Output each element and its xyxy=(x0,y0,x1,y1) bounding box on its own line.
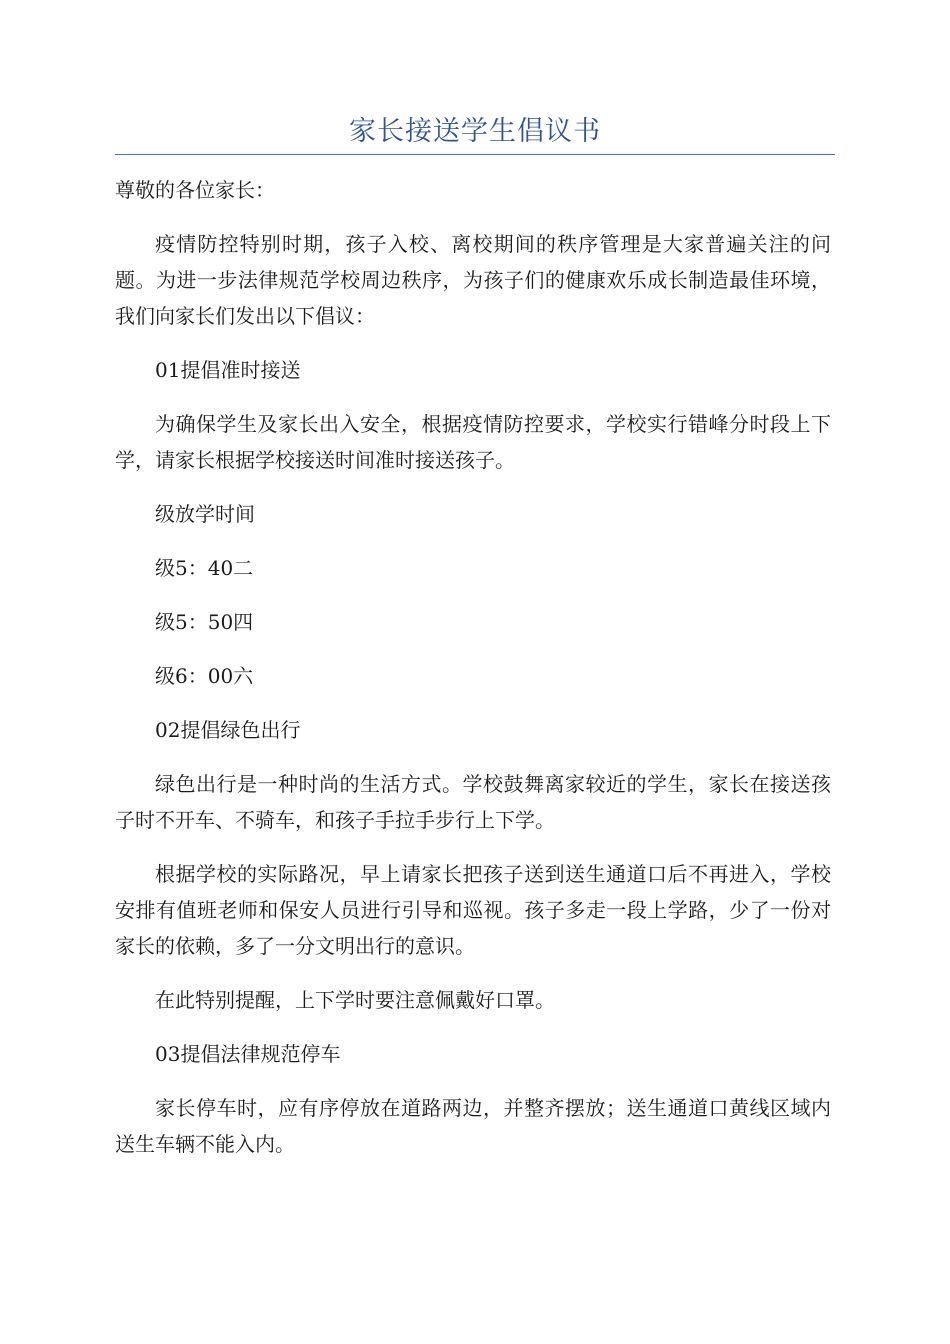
paragraph: 家长停车时，应有序停放在道路两边，并整齐摆放；送生通道口黄线区域内送生车辆不能入内。 xyxy=(115,1096,831,1156)
schedule-line: 级5：50四 xyxy=(155,610,254,634)
document-title: 家长接送学生倡议书 xyxy=(349,116,601,147)
schedule-line: 级6：00六 xyxy=(155,664,254,688)
document-body xyxy=(115,172,831,1180)
title-underline xyxy=(115,154,835,155)
paragraph: 为确保学生及家长出入安全，根据疫情防控要求，学校实行错峰分时段上下学，请家长根据学校接送时间准时接送孩子。 xyxy=(115,412,831,472)
schedule-line: 级5：40二 xyxy=(155,556,254,580)
section-heading-03: 03提倡法律规范停车 xyxy=(155,1042,341,1066)
paragraph: 根据学校的实际路况，早上请家长把孩子送到送生通道口后不再进入，学校安排有值班老师和保安人员进行引导和巡视。孩子多走一段上学路，少了一份对家长的依赖，多了一分文明出行的意识。 xyxy=(115,862,831,958)
intro-paragraph: 疫情防控特别时期，孩子入校、离校期间的秩序管理是大家普遍关注的问题。为进一步法律规范学校周边秩序，为孩子们的健康欢乐成长制造最佳环境，我们向家长们发出以下倡议： xyxy=(115,232,831,328)
paragraph: 绿色出行是一种时尚的生活方式。学校鼓舞离家较近的学生，家长在接送孩子时不开车、不骑车，和孩子手拉手步行上下学。 xyxy=(115,772,831,832)
schedule-heading: 级放学时间 xyxy=(155,502,255,526)
greeting: 尊敬的各位家长： xyxy=(115,178,275,202)
paragraph: 在此特别提醒，上下学时要注意佩戴好口罩。 xyxy=(155,988,555,1012)
section-heading-02: 02提倡绿色出行 xyxy=(155,718,301,742)
section-heading-01: 01提倡准时接送 xyxy=(155,358,301,382)
